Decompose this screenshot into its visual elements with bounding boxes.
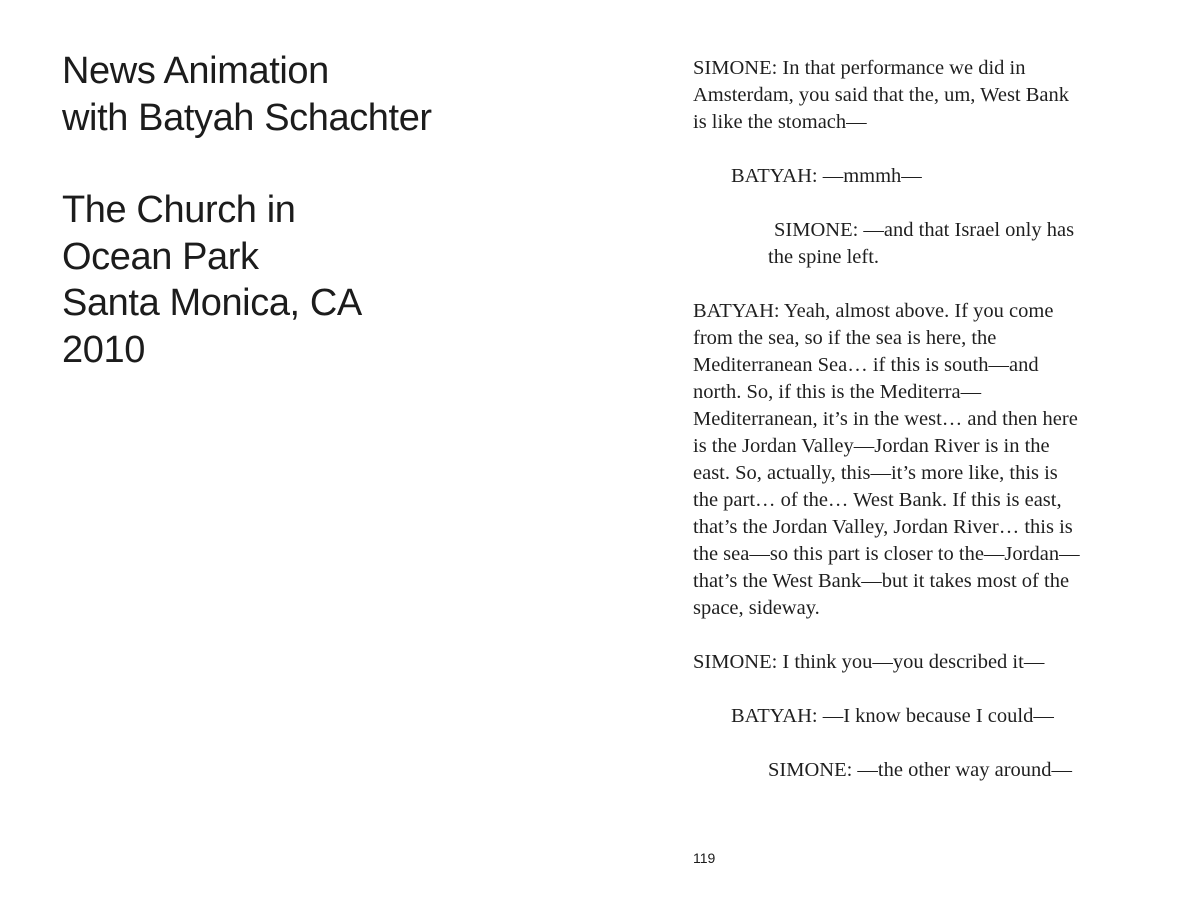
transcript-line: north. So, if this is the Mediterra— [693,381,982,403]
transcript-paragraph [693,217,1143,271]
transcript-line: the part… of the… West Bank. If this is east, [693,489,1062,511]
transcript-line: east. So, actually, this—it’s more like, this is [693,462,1058,484]
transcript-paragraph [693,757,1143,784]
venue-line: The Church in [62,189,296,231]
transcript-line: BATYAH: —mmmh— [731,165,922,187]
venue-line: Ocean Park [62,235,259,278]
transcript-line: is the Jordan Valley—Jordan River is in the [693,435,1050,457]
transcript-line: Amsterdam, you said that the, um, West Bank [693,84,1070,106]
transcript-paragraph [693,649,1143,676]
transcript-line: SIMONE: I think you—you described it— [693,651,1045,673]
transcript-line: that’s the Jordan Valley, Jordan River… this is [693,516,1073,538]
transcript-line: Mediterranean, it’s in the west… and then here [693,408,1078,430]
title-line: News Animation [62,50,329,92]
venue-line: Santa Monica, CA [62,282,362,324]
transcript-line: the spine left. [768,246,880,268]
transcript-line: space, sideway. [693,597,820,619]
transcript-paragraph [693,55,1143,136]
title-line: with Batyah Schachter [62,96,432,139]
transcript-paragraph [693,298,1143,622]
page-number: 119 [693,850,716,866]
venue-block [62,187,622,373]
transcript-paragraph [693,703,1143,730]
transcript-line: BATYAH: —I know because I could— [731,705,1054,727]
right-page-transcript [693,55,1143,811]
transcript-line: BATYAH: Yeah, almost above. If you come [693,300,1054,322]
venue-year: 2010 [62,328,145,371]
transcript-line: is like the stomach— [693,111,867,133]
left-page [62,48,622,373]
transcript-line: from the sea, so if the sea is here, the [693,327,997,349]
transcript-paragraph [693,163,1143,190]
transcript-line: the sea—so this part is closer to the—Jordan— [693,543,1080,565]
transcript-line: SIMONE: In that performance we did in [693,57,1026,79]
spacer [62,141,622,187]
transcript-line: that’s the West Bank—but it takes most of the [693,570,1070,592]
interview-title [62,48,622,141]
transcript-line: SIMONE: —the other way around— [768,759,1073,781]
transcript-line: SIMONE: —and that Israel only has [774,219,1075,241]
transcript-line: Mediterranean Sea… if this is south—and [693,354,1039,376]
